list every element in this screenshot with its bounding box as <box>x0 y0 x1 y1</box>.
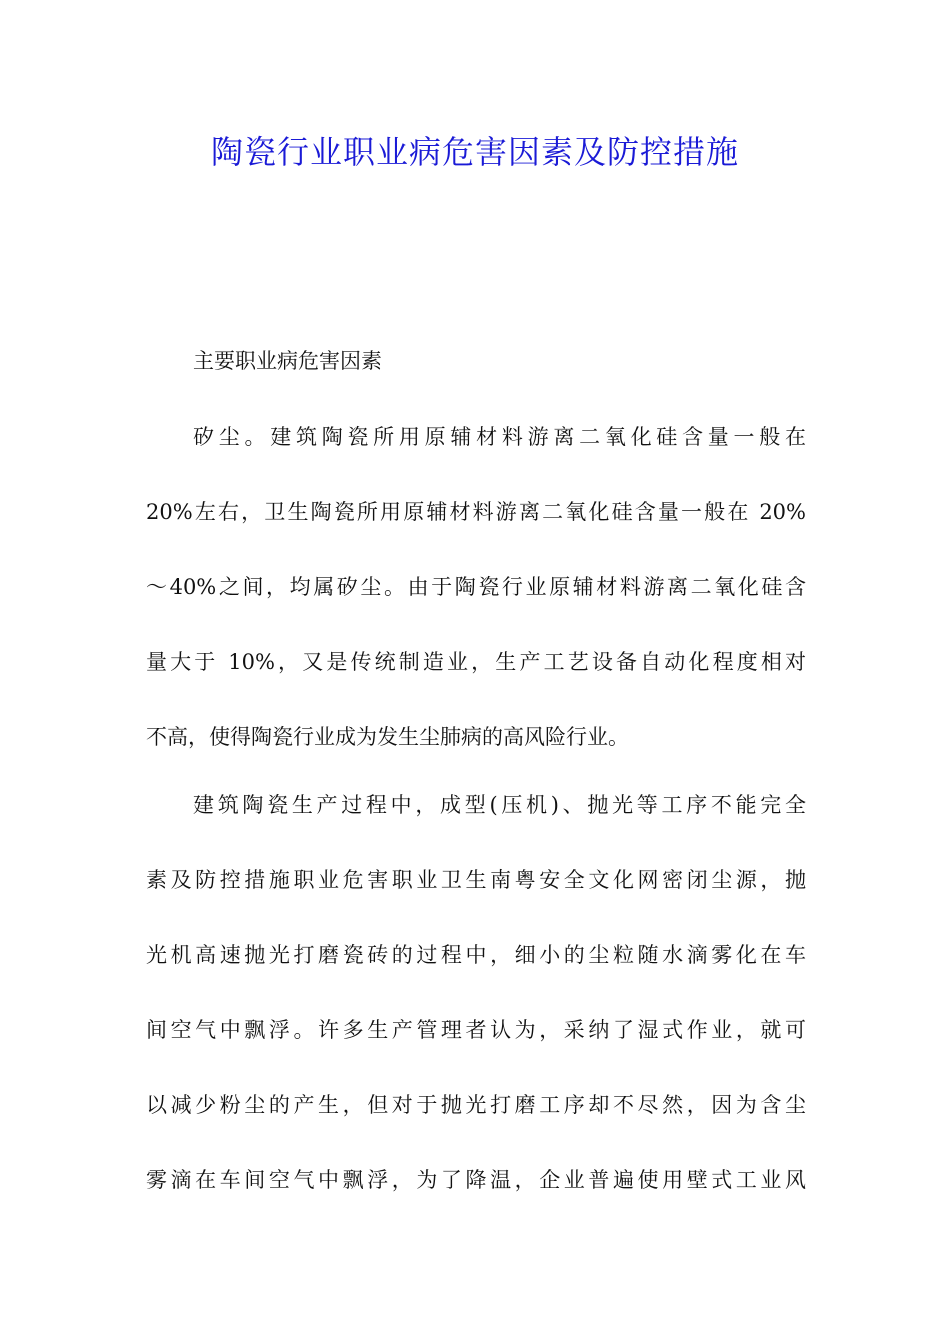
paragraph-line: 矽尘。建筑陶瓷所用原辅材料游离二氧化硅含量一般在 <box>193 425 806 449</box>
paragraph-silica-dust <box>146 420 806 795</box>
paragraph-production-process <box>146 788 806 1238</box>
paragraph-line: 间空气中飘浮。许多生产管理者认为，采纳了湿式作业，就可 <box>146 1018 806 1042</box>
paragraph-line: ～40%之间，均属矽尘。由于陶瓷行业原辅材料游离二氧化硅含 <box>146 575 806 599</box>
paragraph-line: 不高，使得陶瓷行业成为发生尘肺病的高风险行业。 <box>146 725 629 749</box>
section-heading: 主要职业病危害因素 <box>193 349 382 373</box>
document-title: 陶瓷行业职业病危害因素及防控措施 <box>210 133 739 171</box>
paragraph-line: 雾滴在车间空气中飘浮，为了降温，企业普遍使用壁式工业风 <box>146 1168 806 1192</box>
paragraph-line: 光机高速抛光打磨瓷砖的过程中，细小的尘粒随水滴雾化在车 <box>146 943 806 967</box>
paragraph-line: 素及防控措施职业危害职业卫生南粤安全文化网密闭尘源，抛 <box>146 868 806 892</box>
paragraph-line: 量大于 10%，又是传统制造业，生产工艺设备自动化程度相对 <box>146 650 806 674</box>
paragraph-line: 以减少粉尘的产生，但对于抛光打磨工序却不尽然，因为含尘 <box>146 1093 806 1117</box>
paragraph-line: 20%左右，卫生陶瓷所用原辅材料游离二氧化硅含量一般在 20% <box>146 500 806 524</box>
paragraph-line: 建筑陶瓷生产过程中，成型(压机)、抛光等工序不能完全 <box>193 793 806 817</box>
